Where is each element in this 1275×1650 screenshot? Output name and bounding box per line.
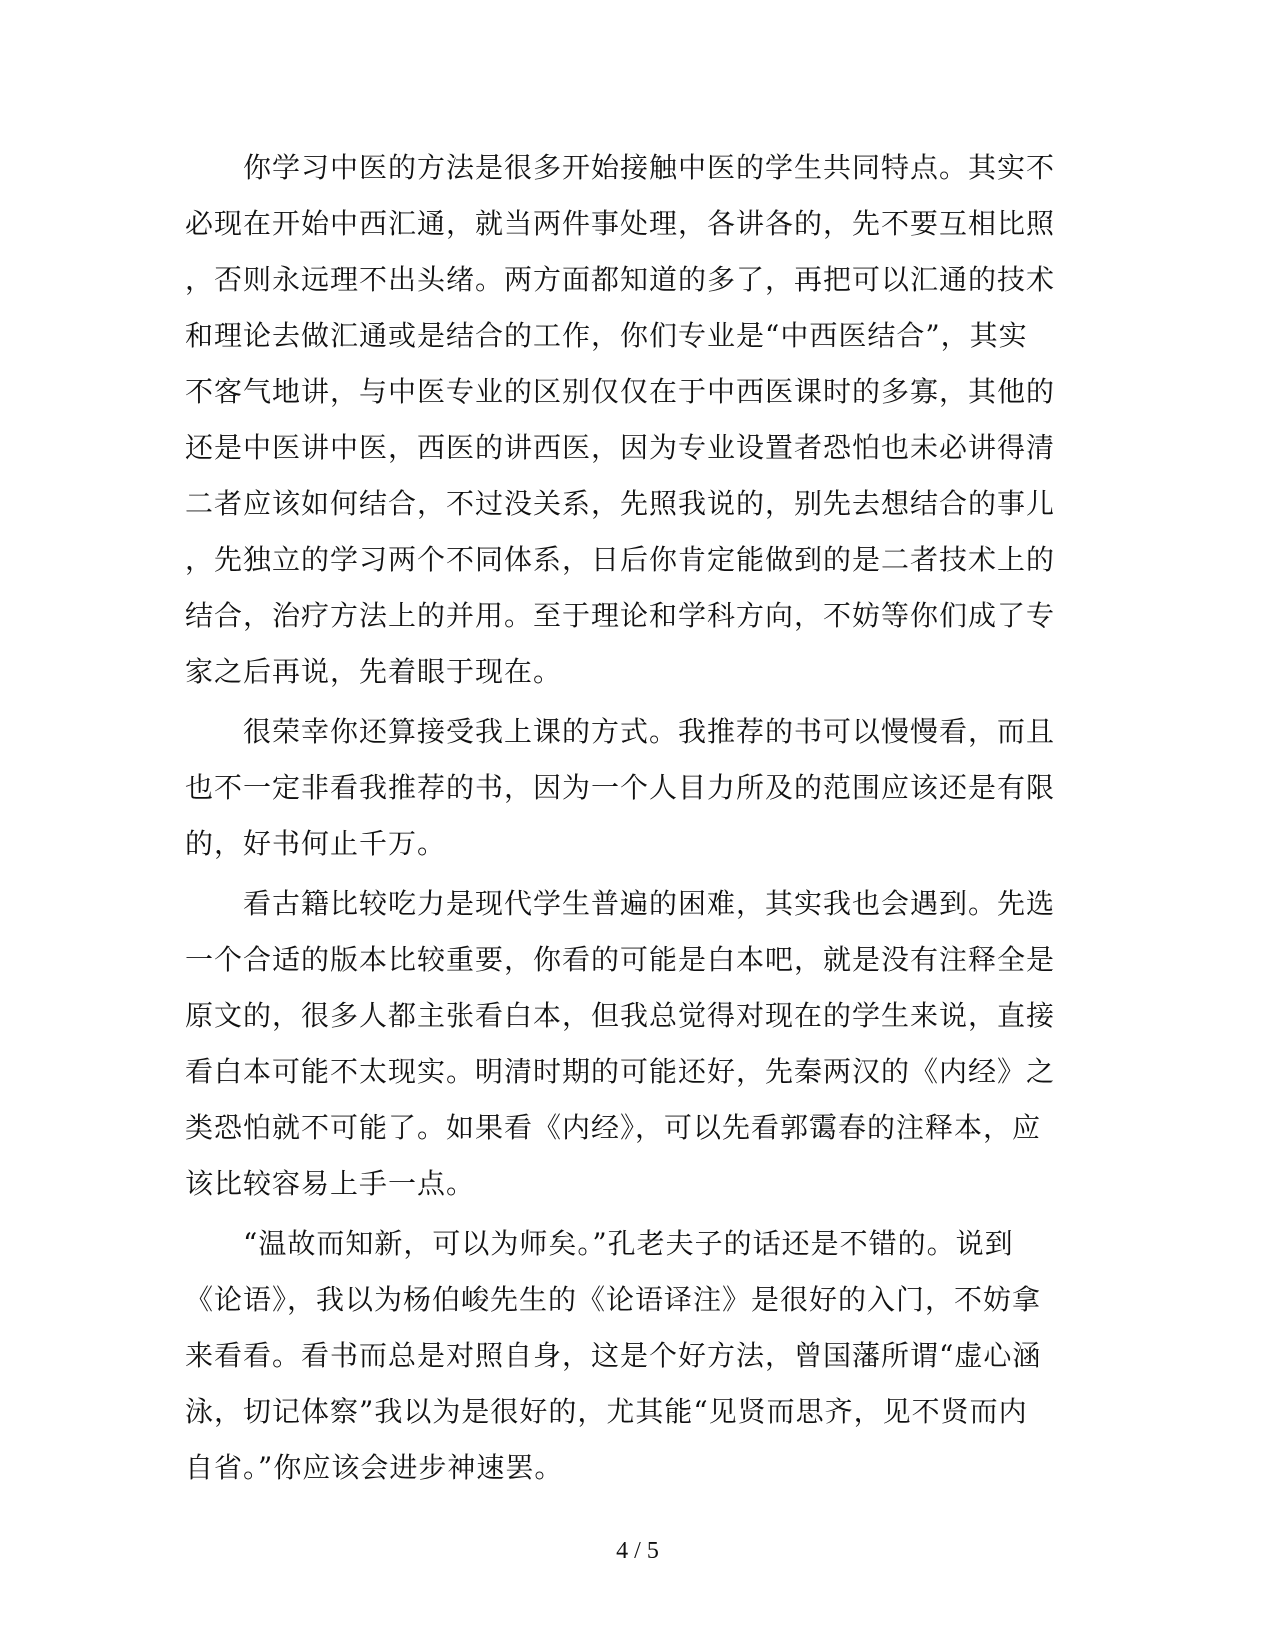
text-line: 看白本可能不太现实。明清时期的可能还好，先秦两汉的《内经》之: [185, 1055, 1056, 1088]
text-line: 二者应该如何结合，不过没关系，先照我说的，别先去想结合的事儿: [185, 487, 1056, 520]
text-line: 《论语》，我以为杨伯峻先生的《论语译注》是很好的入门，不妨拿: [185, 1283, 1042, 1316]
text-line: ，先独立的学习两个不同体系，日后你肯定能做到的是二者技术上的: [185, 543, 1056, 576]
text-line: 来看看。看书而总是对照自身，这是个好方法，曾国藩所谓“虚心涵: [185, 1339, 1042, 1372]
text-line: 还是中医讲中医，西医的讲西医，因为专业设置者恐怕也未必讲得清: [185, 431, 1056, 464]
text-line: 结合，治疗方法上的并用。至于理论和学科方向，不妨等你们成了专: [185, 599, 1056, 632]
text-line: 类恐怕就不可能了。如果看《内经》，可以先看郭霭春的注释本，应: [185, 1111, 1042, 1144]
paragraph-3: [185, 876, 1056, 1212]
text-line: 泳，切记体察”我以为是很好的，尤其能“见贤而思齐，见不贤而内: [185, 1395, 1028, 1428]
page-number: 4 / 5: [616, 1538, 659, 1564]
text-line: “温故而知新，可以为师矣。”孔老夫子的话还是不错的。说到: [185, 1227, 1014, 1260]
text-line: 该比较容易上手一点。: [185, 1167, 476, 1200]
body-text: [185, 140, 1056, 1496]
text-line: 很荣幸你还算接受我上课的方式。我推荐的书可以慢慢看，而且: [185, 715, 1056, 748]
text-line: 自省。”你应该会进步神速罢。: [185, 1451, 564, 1484]
text-line: 不客气地讲，与中医专业的区别仅仅在于中西医课时的多寡，其他的: [185, 375, 1056, 408]
text-line: 的，好书何止千万。: [185, 827, 447, 860]
text-line: ，否则永远理不出头绪。两方面都知道的多了，再把可以汇通的技术: [185, 263, 1056, 296]
text-line: 和理论去做汇通或是结合的工作，你们专业是“中西医结合”，其实: [185, 319, 1028, 352]
paragraph-1: [185, 140, 1056, 700]
text-line: 你学习中医的方法是很多开始接触中医的学生共同特点。其实不: [185, 151, 1056, 184]
text-line: 必现在开始中西汇通，就当两件事处理，各讲各的，先不要互相比照: [185, 207, 1056, 240]
paragraph-4: [185, 1216, 1045, 1496]
text-line: 家之后再说，先着眼于现在。: [185, 655, 563, 688]
text-line: 看古籍比较吃力是现代学生普遍的困难，其实我也会遇到。先选: [185, 887, 1056, 920]
text-line: 原文的，很多人都主张看白本，但我总觉得对现在的学生来说，直接: [185, 999, 1056, 1032]
text-line: 也不一定非看我推荐的书，因为一个人目力所及的范围应该还是有限: [185, 771, 1056, 804]
paragraph-2: [185, 704, 1056, 872]
text-line: 一个合适的版本比较重要，你看的可能是白本吧，就是没有注释全是: [185, 943, 1056, 976]
